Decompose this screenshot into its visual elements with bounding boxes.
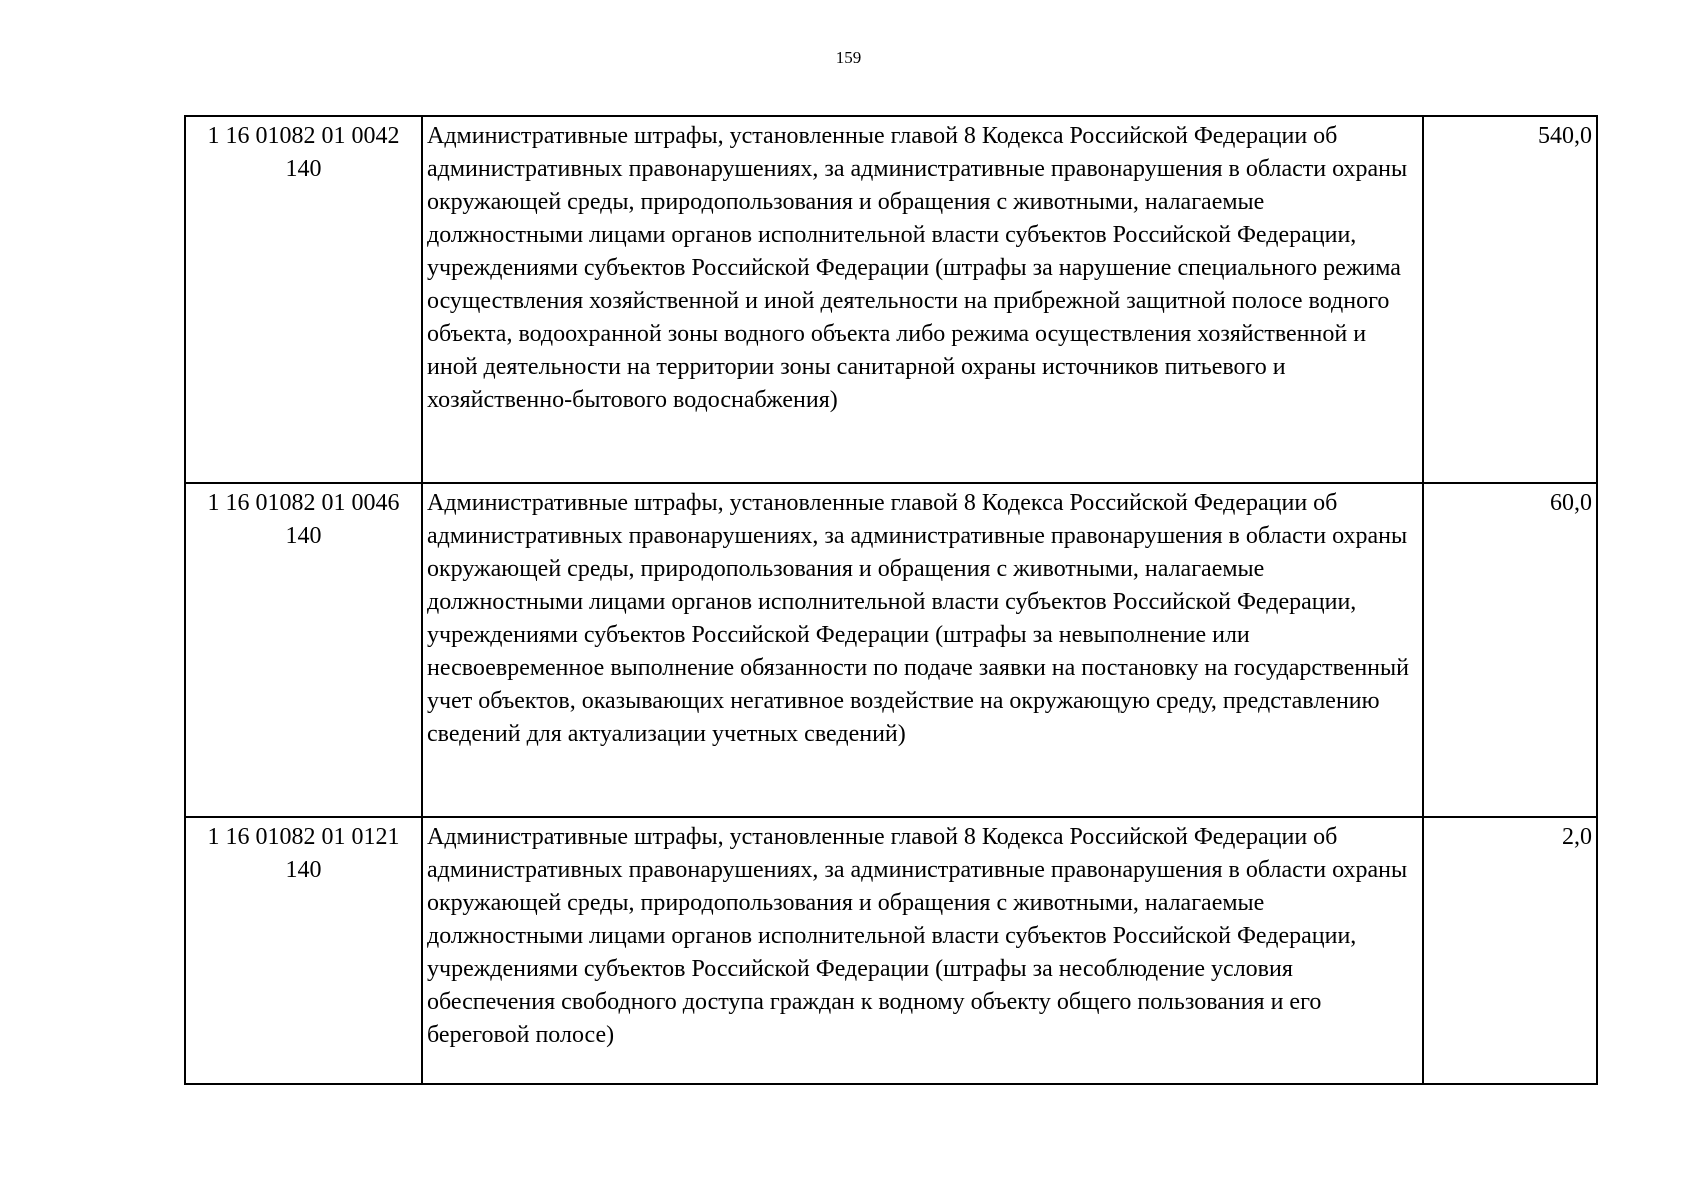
table-row [185,483,1597,817]
classification-code: 1 16 01082 01 0042 140 [185,116,422,483]
amount-value: 60,0 [1423,483,1597,817]
revenue-description: Административные штрафы, установленные главой 8 Кодекса Российской Федерации об административных правонарушениях, за административные правонарушения в области охраны окружающей среды, природопользования и обращения с животными, налагаемые должностными лицами органов исполнительной власти субъектов Российской Федерации, учреждениями субъектов Российской Федерации (штрафы за несоблюдение условия обеспечения свободного доступа граждан к водному объекту общего пользования и его береговой полосе) [422,817,1423,1084]
amount-value: 540,0 [1423,116,1597,483]
classification-code: 1 16 01082 01 0046 140 [185,483,422,817]
classification-code: 1 16 01082 01 0121 140 [185,817,422,1084]
revenue-description: Административные штрафы, установленные главой 8 Кодекса Российской Федерации об административных правонарушениях, за административные правонарушения в области охраны окружающей среды, природопользования и обращения с животными, налагаемые должностными лицами органов исполнительной власти субъектов Российской Федерации, учреждениями субъектов Российской Федерации (штрафы за нарушение специального режима осуществления хозяйственной и иной деятельности на прибрежной защитной полосе водного объекта, водоохранной зоны водного объекта либо режима осуществления хозяйственной и иной деятельности на территории зоны санитарной охраны источников питьевого и хозяйственно-бытового водоснабжения) [422,116,1423,483]
revenue-description: Административные штрафы, установленные главой 8 Кодекса Российской Федерации об административных правонарушениях, за административные правонарушения в области охраны окружающей среды, природопользования и обращения с животными, налагаемые должностными лицами органов исполнительной власти субъектов Российской Федерации, учреждениями субъектов Российской Федерации (штрафы за невыполнение или несвоевременное выполнение обязанности по подаче заявки на постановку на государственный учет объектов, оказывающих негативное воздействие на окружающую среду, представлению сведений для актуализации учетных сведений) [422,483,1423,817]
amount-value: 2,0 [1423,817,1597,1084]
budget-table [184,115,1598,1085]
table-row [185,116,1597,483]
table-row [185,817,1597,1084]
page-number: 159 [835,48,862,67]
